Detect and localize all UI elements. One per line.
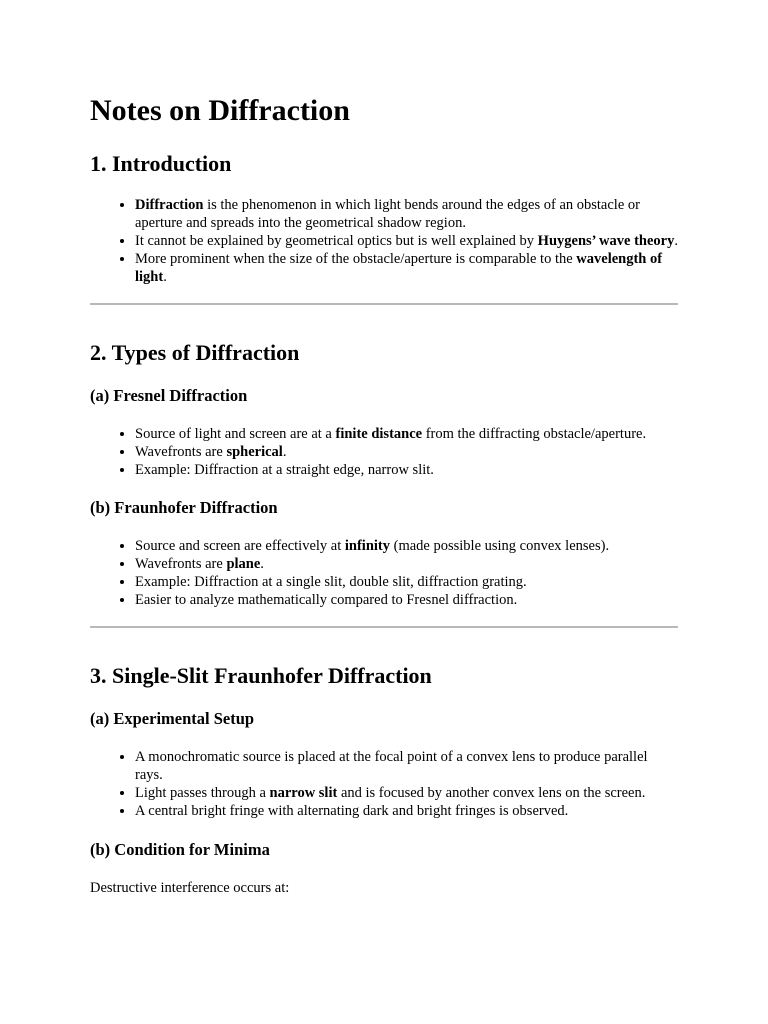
subsection-heading-setup: (a) Experimental Setup [90,709,255,728]
item-text: More prominent when the size of the obstacle/aperture is comparable to the [135,251,577,267]
item-text: Example: Diffraction at a single slit, double slit, diffraction grating. [135,574,527,590]
bold-term: Huygens’ wave theory [537,233,675,249]
bold-term: wavelength of light [135,251,663,285]
item-text: from the diffracting obstacle/aperture. [422,426,647,442]
item-text: . [282,444,287,460]
section-divider [90,626,678,628]
list-item [135,196,678,232]
subsection-heading-fraunhofer: (b) Fraunhofer Diffraction [90,498,278,517]
list-item [135,802,678,820]
bold-term: infinity [344,538,390,554]
bold-term: finite distance [335,426,423,442]
bold-term: narrow slit [269,785,338,801]
list-item [135,537,678,555]
list-item [135,555,678,573]
item-text: and is focused by another convex lens on the screen. [337,785,646,801]
item-text: Easier to analyze mathematically compared to Fresnel diffraction. [135,592,518,608]
list-item [135,232,678,250]
subsection-heading-minima: (b) Condition for Minima [90,840,270,859]
item-text: A central bright fringe with alternating dark and bright fringes is observed. [135,803,569,819]
fresnel-list [90,425,678,479]
introduction-list [90,196,678,286]
list-item [135,784,678,802]
list-item [135,573,678,591]
list-item [135,461,678,479]
item-text: Wavefronts are [135,444,227,460]
list-item [135,425,678,443]
fraunhofer-list [90,537,678,609]
list-item [135,748,678,784]
setup-list [90,748,678,820]
minima-paragraph: Destructive interference occurs at: [90,880,290,896]
item-text: . [260,556,264,572]
bold-term: plane [226,556,261,572]
item-text: . [163,269,167,285]
section-heading-types: 2. Types of Diffraction [90,340,300,365]
bold-term: spherical [226,444,283,460]
item-text: It cannot be explained by geometrical optics but is well explained by [135,233,538,249]
list-item [135,250,678,286]
item-text: is the phenomenon in which light bends around the edges of an obstacle or aperture and spreads into the geometrical shadow region. [135,197,640,231]
item-text: Light passes through a [135,785,270,801]
section-heading-single-slit: 3. Single-Slit Fraunhofer Diffraction [90,663,432,688]
item-text: (made possible using convex lenses). [390,538,610,554]
item-text: Wavefronts are [135,556,227,572]
item-text: Source of light and screen are at a [135,426,336,442]
item-text: Source and screen are effectively at [135,538,345,554]
section-heading-introduction: 1. Introduction [90,151,232,176]
section-divider [90,303,678,305]
item-text: . [674,233,678,249]
item-text: Example: Diffraction at a straight edge, narrow slit. [135,462,434,478]
item-text: A monochromatic source is placed at the focal point of a convex lens to produce parallel rays. [135,749,648,783]
document-title: Notes on Diffraction [90,94,350,127]
list-item [135,591,678,609]
bold-term: Diffraction [135,197,204,213]
subsection-heading-fresnel: (a) Fresnel Diffraction [90,386,248,405]
list-item [135,443,678,461]
